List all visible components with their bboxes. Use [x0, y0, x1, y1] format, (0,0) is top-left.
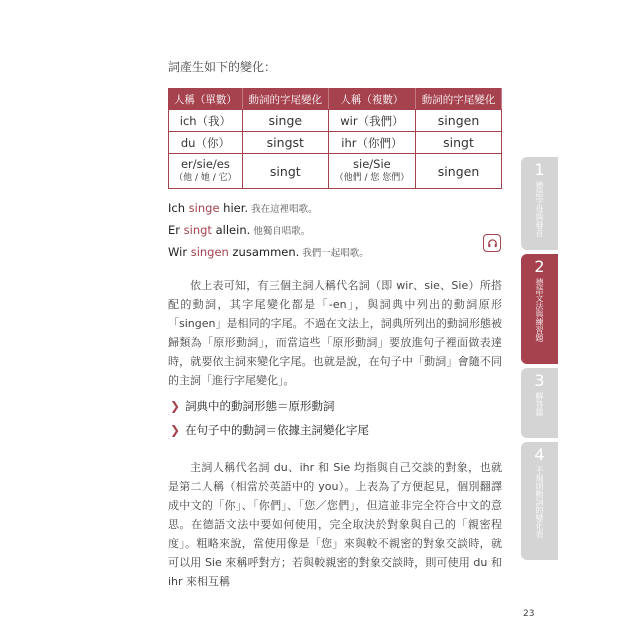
highlighted-verb: singt [183, 223, 212, 237]
chapter-tabs [521, 157, 558, 564]
plural-verb-cell: singen [416, 154, 502, 189]
explanation-paragraph: 依上表可知，有三個主詞人稱代名詞（即 wir、sie、Sie）所搭配的動詞，其字尾變化都是「-en」，與詞典中列出的動詞原形「singen」是相同的字尾。不過在文法上，詞典所列出的動詞形態被歸類為「原形動詞」，而當這些「原形動詞」要放進句子裡面做表達時，就要依主詞來變化字尾。也就是說，在句子中「動詞」會隨不同的主詞「進行字尾變化」。 [168, 279, 502, 387]
sentence-start: Wir [168, 245, 191, 259]
explanation-paragraph: 主詞人稱代名詞 du、ihr 和 Sie 均指與自己交談的對象，也就是第二人稱（相當於英語中的 you）。上表為了方便起見，個別翻譯成中文的「你」、「你們」、「您／您們」，但這並非完全符合中文的意思。在德語文法中要如何使用，完全取決於對象與自己的「親密程度」。粗略來說，當使用像是「您」來與較不親密的對象交談時，就可以用 Sie 來稱呼對方；若與較親密的對象交談時，則可使用 du 和 ihr 來相互稱 [168, 461, 502, 588]
chapter-number: 1 [534, 160, 545, 179]
singular-person-cell: du（你） [169, 132, 243, 154]
chapter-label: 德語文法與練習題 [535, 278, 544, 342]
sentence-translation: 他獨自唱歌。 [253, 226, 311, 237]
plural-verb-cell: singen [416, 110, 502, 132]
chapter-label: 德語字母與發音 [535, 181, 544, 237]
header-plural-ending: 動詞的字尾變化 [416, 89, 502, 110]
sentence-start: Er [168, 223, 184, 237]
sentence-translation: 我們一起唱歌。 [302, 248, 369, 259]
table-row [169, 132, 502, 154]
singular-verb-cell: singt [242, 154, 328, 189]
sentence-end: allein. [211, 223, 251, 237]
plural-person-cell: wir（我們） [328, 110, 415, 132]
key-point [170, 398, 335, 414]
plural-person-cell: ihr（你們） [328, 132, 415, 154]
example-sentence [168, 198, 369, 220]
plural-verb-cell: singt [416, 132, 502, 154]
chapter-tab-1[interactable] [521, 157, 558, 250]
table-row [169, 110, 502, 132]
header-plural-person: 人稱（複數） [328, 89, 415, 110]
chapter-number: 4 [534, 445, 545, 464]
sentence-translation: 我在這裡唱歌。 [251, 204, 318, 215]
singular-person-cell: ich（我） [169, 110, 243, 132]
singular-person-cell [169, 154, 243, 189]
page-number: 23 [523, 609, 535, 619]
header-singular-person: 人稱（單數） [169, 89, 243, 110]
chapter-tab-3[interactable] [521, 368, 558, 438]
chapter-label: 不規則動詞的變化表 [535, 466, 544, 538]
singular-verb-cell: singst [242, 132, 328, 154]
person-translation: （他們 / 您 您們） [334, 173, 410, 183]
sentence-end: hier. [219, 201, 249, 215]
key-point-text: 在句子中的動詞＝依據主詞變化字尾 [185, 423, 370, 437]
table-row [169, 154, 502, 189]
example-sentence [168, 242, 369, 264]
chapter-label: 解答篇 [535, 392, 544, 416]
sentence-start: Ich [168, 201, 189, 215]
key-point [170, 422, 369, 438]
person-pronoun: er/sie/es [180, 157, 230, 171]
singular-verb-cell: singe [242, 110, 328, 132]
plural-person-cell [328, 154, 415, 189]
headphones-glyph [487, 238, 498, 249]
headphones-icon[interactable] [483, 234, 501, 252]
sentence-end: zusammen. [228, 245, 300, 259]
key-point-text: 詞典中的動詞形態＝原形動詞 [185, 399, 335, 413]
highlighted-verb: singen [190, 245, 229, 259]
chevron-right-icon: ❯ [170, 423, 181, 437]
chapter-tab-4[interactable] [521, 442, 558, 560]
chevron-right-icon: ❯ [170, 399, 181, 413]
chapter-number: 3 [534, 371, 545, 390]
example-sentence [168, 220, 369, 242]
conjugation-table [168, 88, 502, 189]
table-header-row [169, 89, 502, 110]
header-singular-ending: 動詞的字尾變化 [242, 89, 328, 110]
person-pronoun: sie/Sie [353, 157, 391, 171]
highlighted-verb: singe [188, 201, 220, 215]
example-sentences [168, 198, 369, 264]
chapter-tab-2[interactable] [521, 254, 558, 364]
chapter-number: 2 [534, 257, 545, 276]
person-translation: （他 / 她 / 它） [174, 173, 237, 183]
intro-text: 詞產生如下的變化： [168, 60, 277, 74]
